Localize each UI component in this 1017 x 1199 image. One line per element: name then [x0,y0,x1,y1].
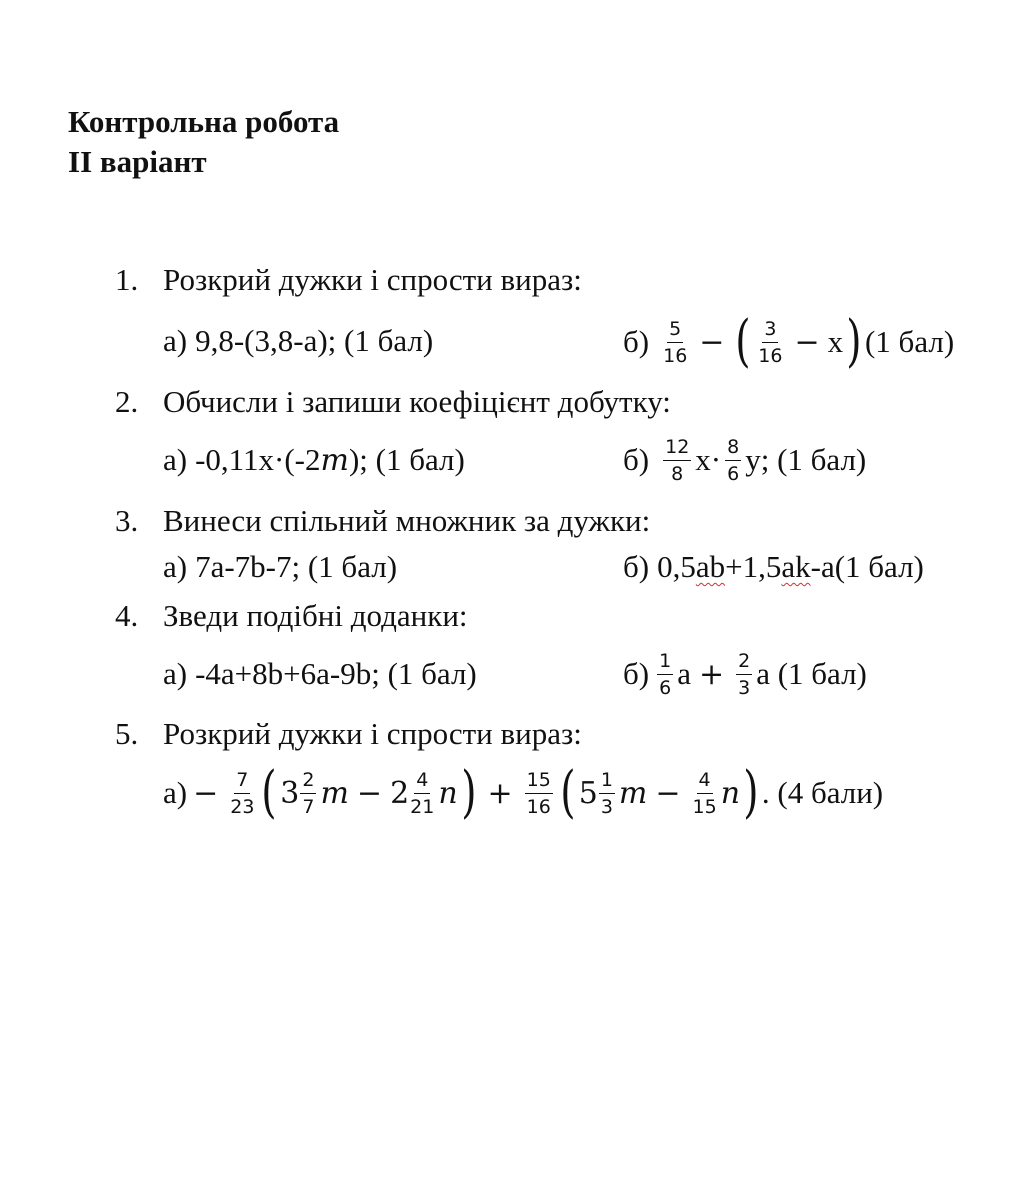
expression: 0,5 [657,549,696,584]
task-1a [163,322,433,360]
expression: x· [695,442,722,477]
fraction: $\frac{12}{8}$ [665,435,690,485]
task-1b [623,309,955,374]
variable: a [677,656,691,691]
minus-sign: − [794,324,820,360]
expression: +1,5 [725,549,782,584]
expression: a (1 бал) [756,656,867,691]
plus-sign: + [487,775,513,811]
item-label: б) [623,442,650,477]
variant-subtitle: ІІ варіант [68,144,207,179]
whole-number: 3 [280,775,300,811]
task-number-2: 2. [115,384,139,419]
task-text-3: Винеси спільний множник за дужки: [163,503,651,538]
expression: ); (1 бал) [348,442,465,477]
task-2b [623,430,866,490]
right-paren: ) [846,309,862,374]
task-number-1: 1. [115,262,139,297]
task-number-5: 5. [115,716,139,751]
right-paren: ) [743,760,759,825]
expression: -4a+8b+6a-9b; (1 бал) [195,656,477,691]
task-text-5: Розкрий дужки і спрости вираз: [163,716,582,751]
item-label: а) [163,323,188,358]
fraction: $\frac{2}{7}$ [302,768,315,818]
variable: x [827,324,844,359]
left-paren: ( [261,760,278,825]
task-2a [163,441,465,479]
fraction: $\frac{3}{16}$ [758,317,783,367]
spellcheck-term: ab [695,549,726,584]
task-text-4: Зведи подібні доданки: [163,598,468,633]
fraction: $\frac{1}{6}$ [659,649,672,699]
item-label: а) [163,656,188,691]
fraction: $\frac{8}{6}$ [727,435,740,485]
item-label: а) [163,775,188,810]
expression: y; (1 бал) [745,442,867,477]
minus-sign: − [655,775,681,811]
task-4a [163,655,477,693]
task-5a [163,762,883,824]
task-3a [163,548,397,586]
fraction: $\frac{15}{16}$ [526,768,551,818]
fraction: $\frac{1}{3}$ [600,768,613,818]
plus-sign: + [698,656,725,692]
expression: 7a-7b-7; (1 бал) [195,549,398,584]
task-number-3: 3. [115,503,139,538]
points: (1 бал) [864,324,955,359]
variable: m [320,442,349,478]
minus-sign: − [193,775,219,811]
task-text-1: Розкрий дужки і спрости вираз: [163,262,582,297]
minus-sign: − [356,775,383,811]
expression: 9,8-(3,8-a); (1 бал) [195,323,434,358]
whole-number: 2 [390,775,410,811]
item-label: а) [163,442,188,477]
expression: -0,11x·(-2 [195,442,321,477]
variable: n [438,775,458,811]
fraction: $\frac{4}{21}$ [410,768,435,818]
left-paren: ( [735,309,752,374]
fraction: $\frac{7}{23}$ [230,768,255,818]
expression: -a(1 бал) [810,549,924,584]
left-paren: ( [560,760,576,825]
right-paren: ) [460,760,477,825]
fraction: $\frac{5}{16}$ [663,317,688,367]
item-label: б) [623,656,650,691]
item-label: б) [623,549,650,584]
variable: m [618,775,648,811]
spellcheck-term: ak [781,549,811,584]
points: . (4 бали) [761,775,884,810]
variable: m [320,775,349,811]
minus-sign: − [699,324,725,360]
task-number-4: 4. [115,598,139,633]
item-label: а) [163,549,188,584]
task-3b [623,548,924,586]
item-label: б) [623,324,650,359]
fraction: $\frac{4}{15}$ [692,768,717,818]
whole-number: 5 [578,775,598,811]
fraction: $\frac{2}{3}$ [738,649,751,699]
variable: n [720,775,741,811]
task-4b [623,644,867,704]
task-text-2: Обчисли і запиши коефіцієнт добутку: [163,384,671,419]
page-title: Контрольна робота [68,104,340,139]
